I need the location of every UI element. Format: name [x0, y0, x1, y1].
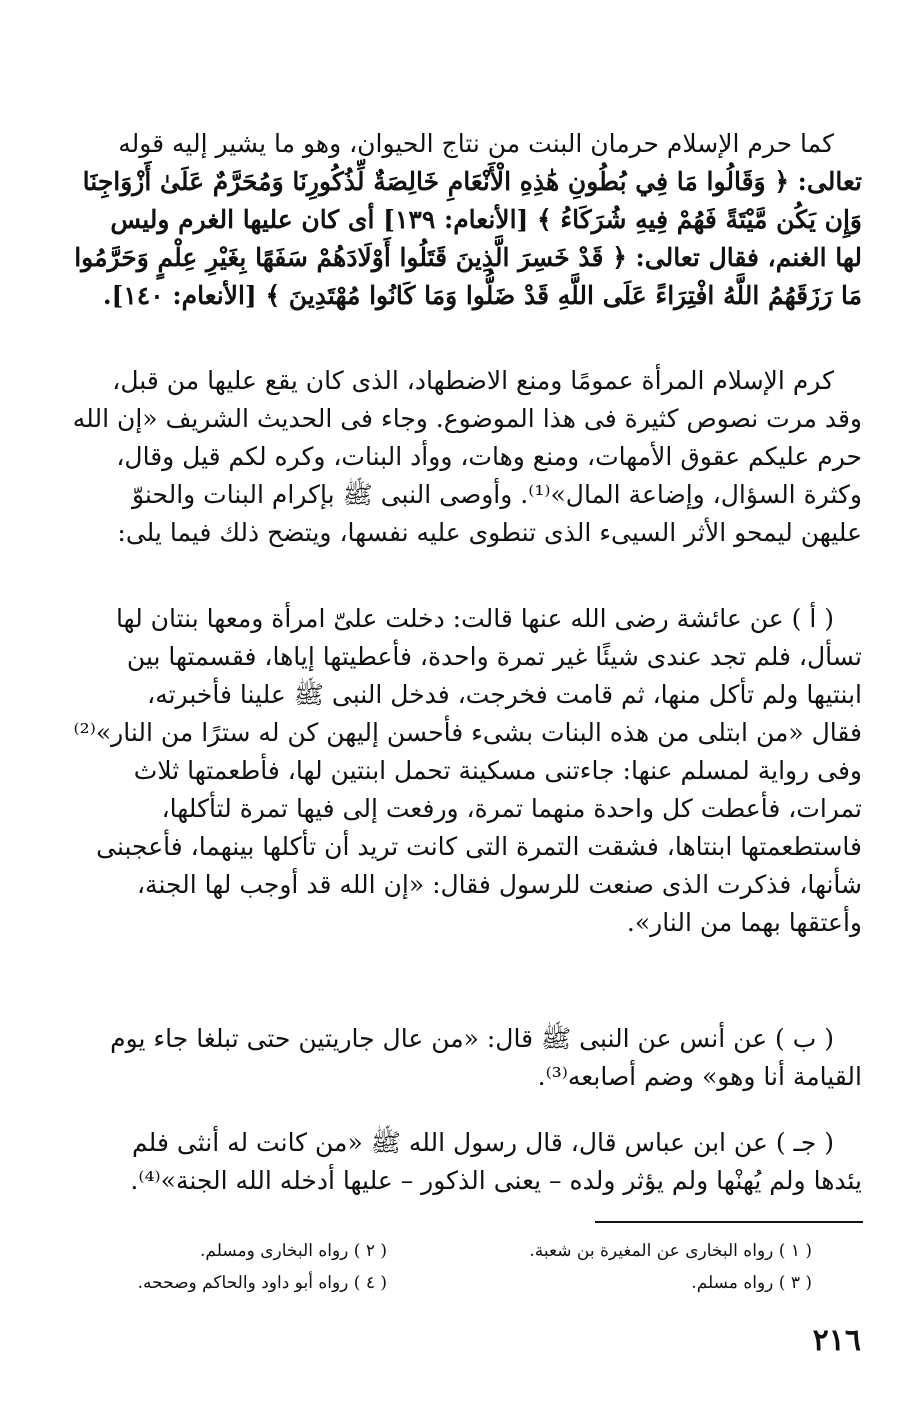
footnotes	[40, 1236, 812, 1306]
text-line: ( جـ ) عن ابن عباس قال، قال رسول الله ﷺ «من كانت له أنثى فلم	[132, 1128, 834, 1157]
text-line: مَا رَزَقَهُمُ اللَّهُ افْتِرَاءً عَلَى اللَّهِ قَدْ ضَلُّوا وَمَا كَانُوا مُهْتَدِينَ ﴾ [الأنعام: ١٤٠].	[102, 281, 862, 310]
paragraph-honoring-women	[62, 362, 862, 552]
text-line: يئدها ولم يُهنْها ولم يؤثر ولده – يعنى الذكور – عليها أدخله الله الجنة»⁽⁴⁾.	[130, 1166, 862, 1195]
text-line: وَإِن يَكُن مَّيْتَةً فَهُمْ فِيهِ شُرَكَاءُ ﴾ [الأنعام: ١٣٩] أى كان عليها الغرم وليس	[110, 205, 862, 234]
text-line: كرم الإسلام المرأة عمومًا ومنع الاضطهاد، الذى كان يقع عليها من قبل،	[112, 366, 834, 395]
text-line: فقال «من ابتلى من هذه البنات بشىء فأحسن إليهن كن له سترًا من النار»⁽²⁾	[73, 718, 862, 747]
paragraph-hadith-a	[62, 600, 862, 942]
footnote-4: ( ٤ ) رواه أبو داود والحاكم وصححه.	[137, 1273, 387, 1293]
text-line: القيامة أنا وهو» وضم أصابعه⁽³⁾.	[537, 1062, 862, 1091]
text-line: شأنها، فذكرت الذى صنعت للرسول فقال: «إن الله قد أوجب لها الجنة،	[136, 870, 862, 899]
text-line: تسأل، فلم تجد عندى شيئًا غير تمرة واحدة، فأعطيتها إياها، فقسمتها بين	[126, 642, 862, 671]
paragraph-inheritance-verses	[62, 125, 862, 315]
text-line: تمرات، فأعطت كل واحدة منهما تمرة، ورفعت إلى فيها تمرة لتأكلها،	[161, 794, 862, 823]
footnote-1: ( ١ ) رواه البخارى عن المغيرة بن شعبة.	[529, 1241, 812, 1261]
text-line: وكثرة السؤال، وإضاعة المال»⁽¹⁾. وأوصى النبى ﷺ بإكرام البنات والحنوّ	[131, 480, 862, 509]
footnote-2: ( ٢ ) رواه البخارى ومسلم.	[199, 1241, 387, 1261]
text-line: ابنتيها ولم تأكل منها، ثم قامت فخرجت، فدخل النبى ﷺ علينا فأخبرته،	[147, 680, 862, 709]
text-line: لها الغنم، فقال تعالى: ﴿ قَدْ خَسِرَ الَّذِينَ قَتَلُوا أَوْلَادَهُمْ سَفَهًا بِغَيْرِ عِلْمٍ وَحَرَّمُوا	[74, 243, 862, 272]
text-line: وقد مرت نصوص كثيرة فى هذا الموضوع. وجاء فى الحديث الشريف «إن الله	[72, 404, 862, 433]
text-line: ( ب ) عن أنس عن النبى ﷺ قال: «من عال جاريتين حتى تبلغا جاء يوم	[110, 1024, 834, 1053]
page-number: ٢١٦	[812, 1323, 861, 1358]
text-line: فاستطعمتها ابنتاها، فشقت التمرة التى كانت تريد أن تأكلها بينهما، فأعجبنى	[96, 832, 862, 861]
text-line: وأعتقها بهما من النار».	[626, 908, 862, 937]
text-line: وفى رواية لمسلم عنها: جاءتنى مسكينة تحمل ابنتين لها، فأطعمتها ثلاث	[133, 756, 862, 785]
text-line: ( أ ) عن عائشة رضى الله عنها قالت: دخلت علىّ امرأة ومعها بنتان لها	[115, 604, 834, 633]
text-line: عليهن ليمحو الأثر السيىء الذى تنطوى عليه نفسها، ويتضح ذلك فيما يلى:	[117, 518, 862, 547]
paragraph-hadith-c	[62, 1124, 862, 1200]
footnote-divider	[595, 1221, 863, 1223]
paragraph-hadith-b	[62, 1020, 862, 1096]
footnote-3: ( ٣ ) رواه مسلم.	[691, 1273, 812, 1293]
text-line: كما حرم الإسلام حرمان البنت من نتاج الحيوان، وهو ما يشير إليه قوله	[118, 129, 834, 158]
text-line: تعالى: ﴿ وَقَالُوا مَا فِي بُطُونِ هَٰذِهِ الْأَنْعَامِ خَالِصَةٌ لِّذُكُورِنَا وَمُحَرَّمٌ عَلَىٰ أَزْوَاجِنَا	[82, 167, 862, 196]
text-line: حرم عليكم عقوق الأمهات، ومنع وهات، ووأد البنات، وكره لكم قيل وقال،	[116, 442, 862, 471]
